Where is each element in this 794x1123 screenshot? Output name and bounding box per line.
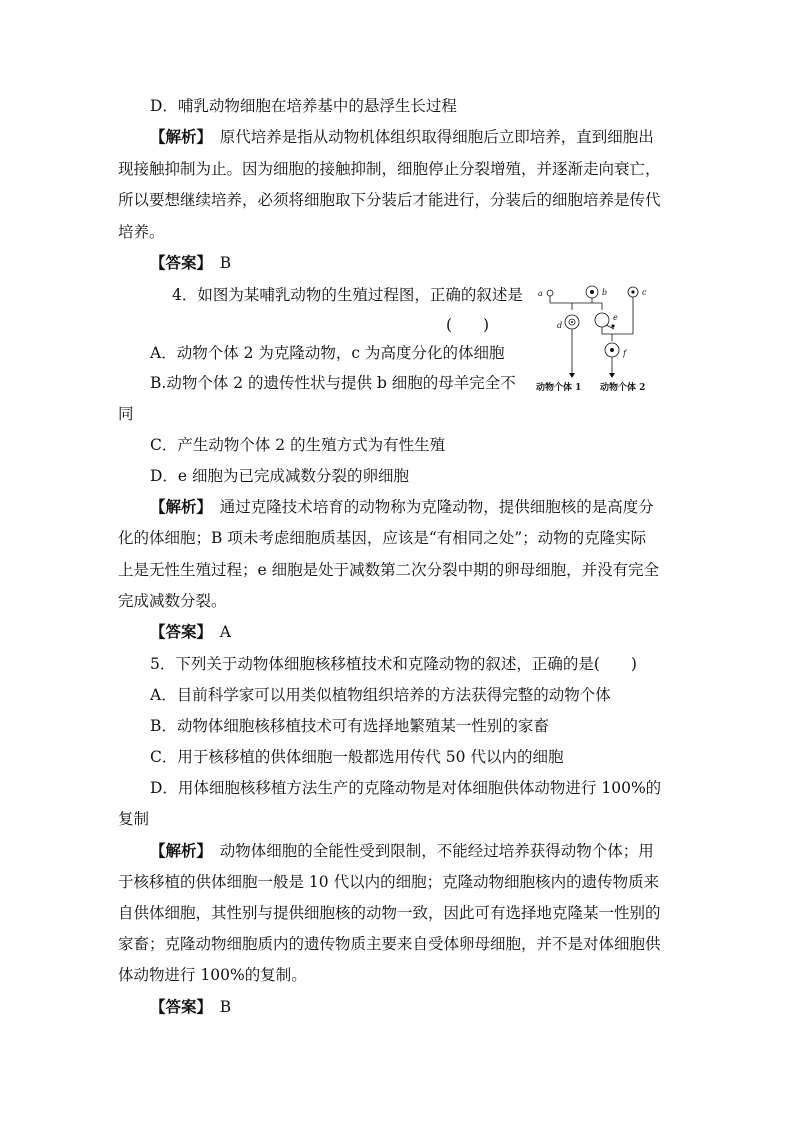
- q3-analysis-line-3: 所以要想继续培养，必须将细胞取下分装后才能进行，分装后的细胞培养是传代: [118, 191, 661, 209]
- q4-analysis-line-2: 化的体细胞；B 项未考虑细胞质基因，应该是“有相同之处”；动物的克隆实际: [118, 529, 647, 547]
- q5-option-a: A．目前科学家可以用类似植物组织培养的方法获得完整的动物个体: [150, 686, 611, 704]
- q5-option-d-cont: 复制: [118, 810, 150, 828]
- q5-option-c: C．用于核移植的供体细胞一般都选用传代 50 代以内的细胞: [150, 748, 564, 766]
- q4-option-c: C．产生动物个体 2 的生殖方式为有性生殖: [150, 436, 446, 454]
- q3-analysis-line-4: 培养。: [118, 223, 165, 241]
- q3-answer: [150, 253, 231, 273]
- q4-answer: [150, 622, 231, 642]
- q4-option-d: D．e 细胞为已完成减数分裂的卵细胞: [150, 467, 410, 485]
- q3-analysis-line-2: 现接触抑制为止。因为细胞的接触抑制，细胞停止分裂增殖，并逐渐走向衰亡，: [118, 160, 661, 178]
- answer-value: B: [219, 998, 232, 1016]
- label-e: e: [613, 313, 618, 322]
- q5-analysis-line-4: 家畜；克隆动物细胞质内的遗传物质主要来自受体卵母细胞，并不是对体细胞供: [118, 935, 661, 953]
- answer-value: B: [219, 254, 232, 272]
- reproduction-diagram: [530, 278, 680, 398]
- q4-option-b: B.动物个体 2 的遗传性状与提供 b 细胞的母羊完全不: [150, 374, 516, 392]
- answer-tag: 【答案】: [150, 998, 205, 1016]
- analysis-tag: 【解析】: [150, 128, 205, 146]
- q5-stem: 5．下列关于动物体细胞核移植技术和克隆动物的叙述，正确的是( ): [150, 655, 637, 673]
- label-d: d: [557, 321, 563, 330]
- q5-analysis-line-3: 自供体细胞，其性别与提供细胞核的动物一致，因此可有选择地克隆某一性别的: [118, 904, 661, 922]
- cell-e: [595, 313, 609, 327]
- q4-analysis-line-4: 完成减数分裂。: [118, 592, 227, 610]
- q4-analysis-line-3: 上是无性生殖过程；e 细胞是处于减数第二次分裂中期的卵母细胞，并没有完全: [118, 561, 660, 579]
- q4-analysis-line-1: 【解析】 通过克隆技术培育的动物称为克隆动物，提供细胞核的是高度分: [150, 498, 654, 516]
- q4-option-b-cont: 同: [118, 405, 134, 423]
- label-c: c: [642, 288, 647, 297]
- label-b: b: [602, 288, 608, 297]
- q3-analysis-line-1: 【解析】 原代培养是指从动物机体组织取得细胞后立即培养，直到细胞出: [150, 128, 654, 146]
- q4-option-a: A．动物个体 2 为克隆动物，c 为高度分化的体细胞: [150, 344, 505, 362]
- answer-tag: 【答案】: [150, 254, 205, 272]
- answer-tag: 【答案】: [150, 623, 205, 641]
- q5-analysis-line-1: 【解析】 动物体细胞的全能性受到限制，不能经过培养获得动物个体；用: [150, 842, 654, 860]
- q4-stem: 4．如图为某哺乳动物的生殖过程图，正确的叙述是: [172, 286, 523, 304]
- q5-analysis-line-2: 于核移植的供体细胞一般是 10 代以内的细胞；克隆动物细胞核内的遗传物质来: [118, 873, 660, 891]
- q5-analysis-line-5: 体动物进行 100%的复制。: [118, 966, 307, 984]
- analysis-tag: 【解析】: [150, 842, 205, 860]
- q4-paren: ( ): [446, 316, 490, 334]
- label-individual-2: 动物个体 2: [600, 383, 646, 393]
- q5-option-d: D．用体细胞核移植方法生产的克隆动物是对体细胞供体动物进行 100%的: [150, 779, 662, 797]
- label-a: a: [538, 289, 543, 298]
- answer-value: A: [219, 623, 231, 641]
- label-f: f: [623, 349, 626, 358]
- q5-answer: [150, 997, 231, 1017]
- q3-option-d: D．哺乳动物细胞在培养基中的悬浮生长过程: [150, 97, 457, 115]
- label-individual-1: 动物个体 1: [536, 383, 582, 393]
- q5-option-b: B．动物体细胞核移植技术可有选择地繁殖某一性别的家畜: [150, 717, 549, 735]
- analysis-tag: 【解析】: [150, 498, 205, 516]
- cell-a: [547, 290, 553, 296]
